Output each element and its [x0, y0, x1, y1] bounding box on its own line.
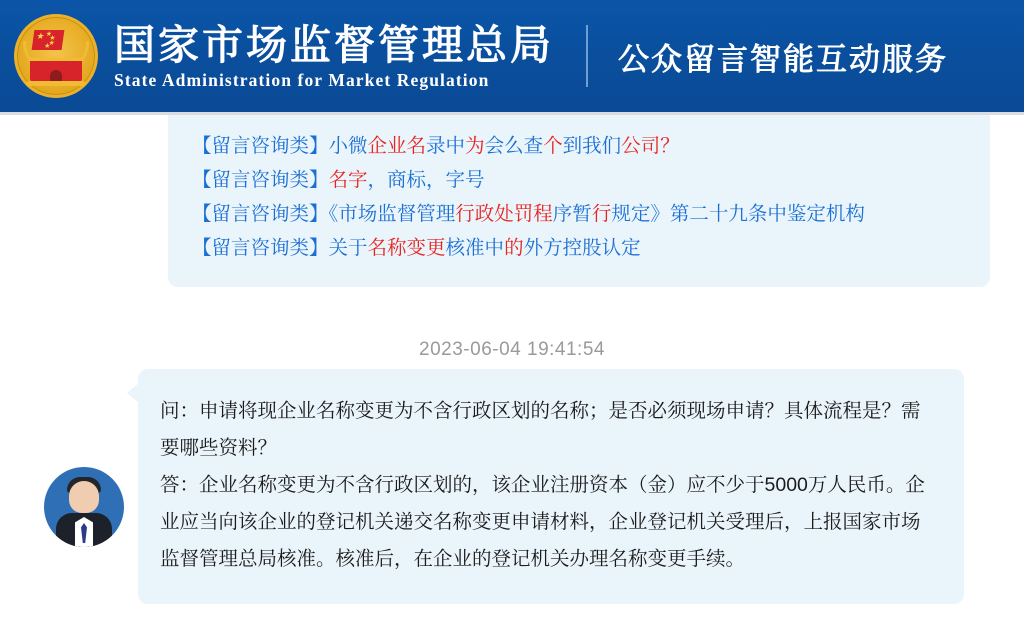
list-item[interactable]: [192, 197, 974, 231]
hot-item-tag: 【留言咨询类】: [192, 203, 329, 225]
message-timestamp: 2023-06-04 19:41:54: [419, 339, 605, 360]
hot-item-text: 行政处罚程: [455, 203, 553, 225]
hot-item-tag: 【留言咨询类】: [192, 169, 329, 191]
hot-item-text: 公司: [621, 135, 661, 157]
hot-item-text: 录中: [426, 135, 466, 157]
bubble-tail: [127, 383, 139, 403]
hot-item-text: 名称变更: [367, 237, 446, 259]
hot-item-text: ？: [660, 135, 680, 157]
hot-item-text: 《市场监督管理: [328, 203, 456, 225]
list-item[interactable]: [192, 231, 974, 265]
chat-bubble-wrapper: [138, 369, 964, 604]
hot-item-text: 小微: [328, 135, 368, 157]
header-subtitle: 公众留言智能互动服务: [618, 41, 948, 77]
hot-item-text: ，商标，字号: [367, 169, 485, 191]
list-item[interactable]: [192, 129, 974, 163]
chat-message-row: [44, 369, 964, 604]
list-item[interactable]: [192, 163, 974, 197]
hot-item-tag: 【留言咨询类】: [192, 237, 329, 259]
hot-item-text: 外方控股认定: [523, 237, 641, 259]
site-title-en: State Administration for Market Regulation: [114, 70, 490, 90]
hot-item-text: 序暂: [552, 203, 592, 225]
header-divider: [586, 25, 588, 87]
question-text: 问：申请将现企业名称变更为不含行政区划的名称；是否必须现场申请？具体流程是？需要哪些资料？: [160, 400, 921, 459]
qa-bubble: [138, 369, 964, 604]
hot-item-text: 到我们: [562, 135, 622, 157]
national-emblem-icon: ★ ★ ★ ★ ★: [14, 14, 98, 98]
chat-content: [0, 115, 1024, 632]
site-title-block: [114, 22, 554, 92]
answer-text: 答：企业名称变更为不含行政区划的，该企业注册资本（金）应不少于5000万人民币。企业应当向该企业的登记机关递交名称变更申请材料，企业登记机关受理后，上报国家市场监督管理总局核准。核准后，在企业的登记机关办理名称变更手续。: [160, 474, 925, 570]
hot-item-tag: 【留言咨询类】: [192, 135, 329, 157]
site-title-cn: 国家市场监督管理总局: [114, 22, 554, 68]
avatar: [44, 467, 124, 547]
hot-item-text: 名字: [328, 169, 368, 191]
hot-item-text: 个: [543, 135, 563, 157]
hot-item-text: 核准中: [445, 237, 505, 259]
hot-item-text: 的: [504, 237, 524, 259]
hot-item-text: 会么查: [484, 135, 544, 157]
site-header: [0, 0, 1024, 112]
hot-item-text: 行: [591, 203, 612, 225]
hot-item-text: 关于: [328, 237, 368, 259]
hot-item-text: 企业名: [367, 135, 427, 157]
hot-item-text: 为: [465, 135, 485, 157]
hot-questions-bubble: [168, 115, 990, 287]
hot-item-text: 规定》第二十九条中鉴定机构: [611, 203, 865, 225]
